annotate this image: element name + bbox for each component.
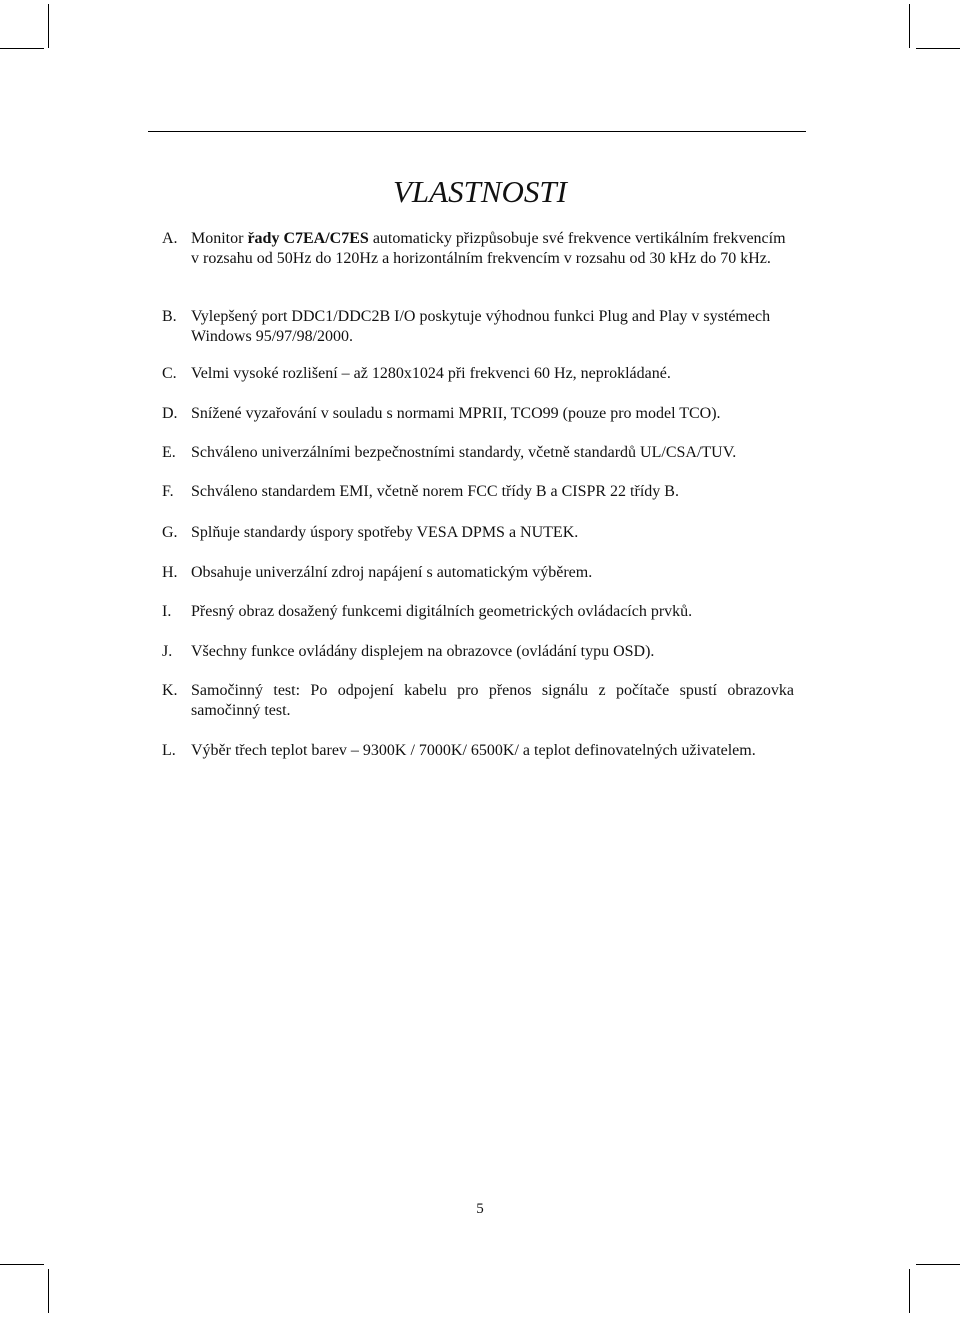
list-item-text: Přesný obraz dosažený funkcemi digitálních geometrických ovládacích prvků. <box>191 603 693 620</box>
list-item <box>162 307 794 347</box>
list-item-text: Monitor řady C7EA/C7ES automaticky přizpůsobuje své frekvence vertikálním frekvencím v rozsahu od 50Hz do 120Hz a horizontálním frekvencím v rozsahu od 30 kHz do 70 kHz. <box>191 230 786 267</box>
crop-mark <box>916 48 960 49</box>
crop-mark <box>909 1269 910 1313</box>
list-item <box>162 741 794 761</box>
list-item-letter: H. <box>162 564 178 581</box>
list-item-letter: L. <box>162 742 176 759</box>
list-item <box>162 229 794 269</box>
list-item-text: Obsahuje univerzální zdroj napájení s automatickým výběrem. <box>191 564 593 581</box>
crop-mark <box>909 4 910 48</box>
list-item-letter: J. <box>162 643 173 660</box>
list-item-text: Vylepšený port DDC1/DDC2B I/O poskytuje výhodnou funkci Plug and Play v systémech Windows 95/97/98/2000. <box>191 308 771 345</box>
crop-mark <box>0 1264 44 1265</box>
list-item <box>162 523 794 543</box>
page-number: 5 <box>476 1201 484 1217</box>
header-rule <box>148 131 806 132</box>
list-item <box>162 443 794 463</box>
list-item <box>162 602 794 622</box>
crop-mark <box>0 48 44 49</box>
list-item <box>162 404 794 424</box>
list-item-letter: F. <box>162 483 174 500</box>
list-item <box>162 681 794 721</box>
list-item <box>162 482 794 502</box>
list-item-text: Všechny funkce ovládány displejem na obrazovce (ovládání typu OSD). <box>191 643 655 660</box>
list-item-letter: I. <box>162 603 172 620</box>
list-item-letter: A. <box>162 230 178 247</box>
list-item-letter: B. <box>162 308 177 325</box>
list-item-letter: E. <box>162 444 176 461</box>
page-title: VLASTNOSTI <box>393 174 567 209</box>
list-item-text: Výběr třech teplot barev – 9300K / 7000K/ 6500K/ a teplot definovatelných uživatelem. <box>191 742 756 759</box>
list-item-letter: C. <box>162 365 177 382</box>
list-item-text: Samočinný test: Po odpojení kabelu pro přenos signálu z počítače spustí obrazovka samočinný test. <box>191 682 794 719</box>
list-item <box>162 642 794 662</box>
list-item-letter: K. <box>162 682 178 699</box>
list-item-letter: G. <box>162 524 178 541</box>
list-item <box>162 563 794 583</box>
list-item-text: Schváleno univerzálními bezpečnostními standardy, včetně standardů UL/CSA/TUV. <box>191 444 737 461</box>
list-item <box>162 364 794 384</box>
series-name: řady C7EA/C7ES <box>247 230 369 247</box>
list-item-text: Schváleno standardem EMI, včetně norem FCC třídy B a CISPR 22 třídy B. <box>191 483 679 500</box>
list-item-letter: D. <box>162 405 178 422</box>
crop-mark <box>48 4 49 48</box>
list-item-text: Splňuje standardy úspory spotřeby VESA DPMS a NUTEK. <box>191 524 579 541</box>
list-item-text: Snížené vyzařování v souladu s normami MPRII, TCO99 (pouze pro model TCO). <box>191 405 721 422</box>
list-item-text: Velmi vysoké rozlišení – až 1280x1024 při frekvenci 60 Hz, neprokládané. <box>191 365 671 382</box>
crop-mark <box>48 1269 49 1313</box>
crop-mark <box>916 1264 960 1265</box>
